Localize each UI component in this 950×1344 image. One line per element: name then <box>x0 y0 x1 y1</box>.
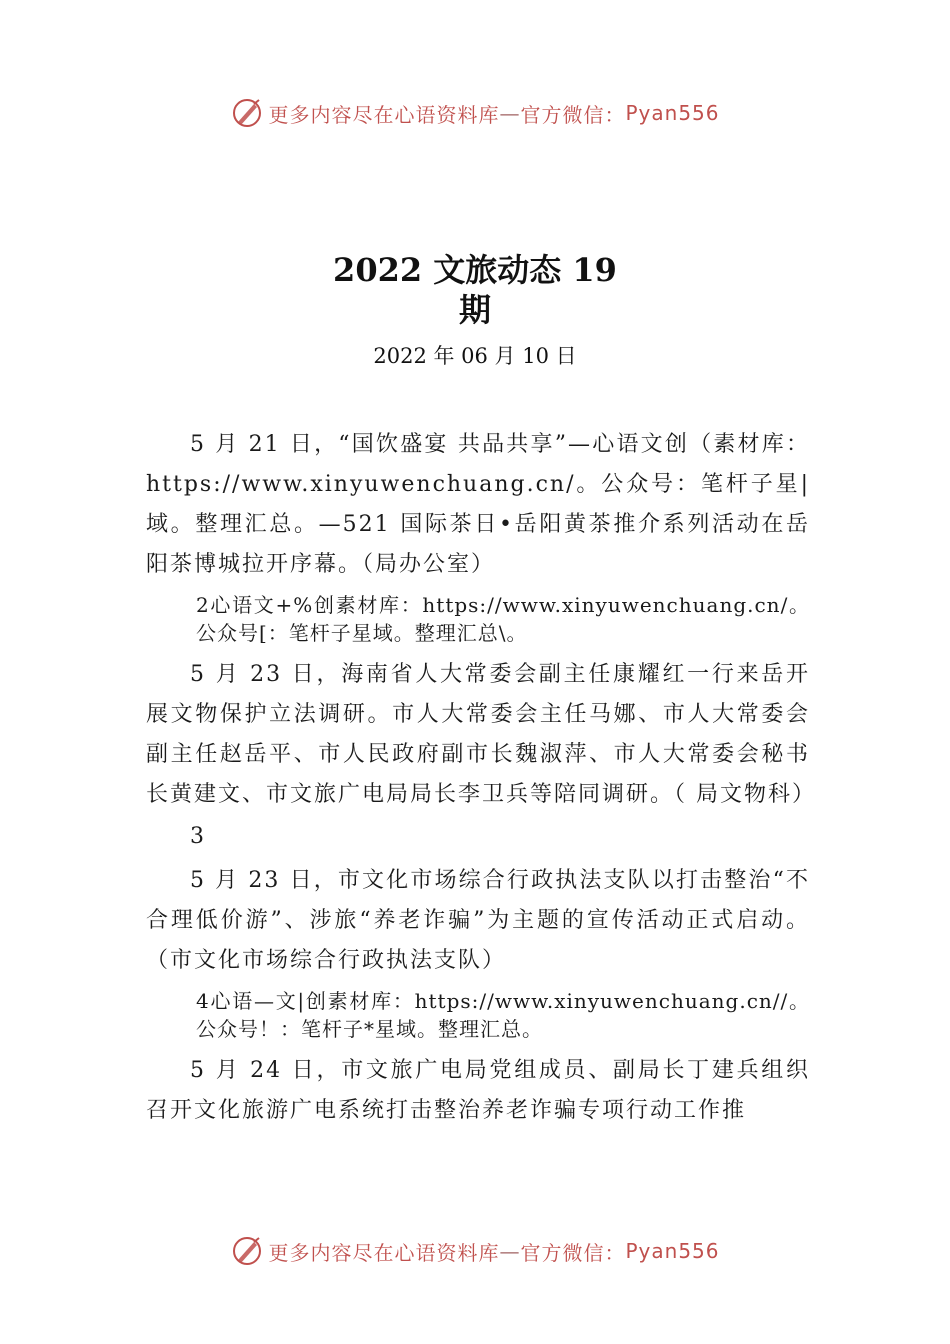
paragraph-2: 5 月 23 日，海南省人大常委会副主任康耀红一行来岳开展文物保护立法调研。市人大常委会主任马娜、市人大常委会副主任赵岳平、市人民政府副市长魏淑萍、市人大常委会秘书长黄建文、市文旅广电局局长李卫兵等陪同调研。（ 局文物科） <box>146 662 816 807</box>
watermark-brand: 更多内容尽在心语资料库 <box>268 102 500 127</box>
paragraph-4: 5 月 24 日，市文旅广电局党组成员、副局长丁建兵组织召开文化旅游广电系统打击整治养老诈骗专项行动工作推 <box>146 1058 810 1123</box>
watermark-wechat-label: 官方微信： <box>520 1240 626 1265</box>
pen-logo-icon <box>230 96 264 130</box>
document-title <box>0 250 950 330</box>
watermark-footer <box>0 1234 950 1268</box>
watermark-separator: — <box>499 101 521 125</box>
watermark-handle: Pyan556 <box>625 1239 720 1263</box>
paragraph-number-3: 3 <box>190 824 206 849</box>
document-date: 2022 年 06 月 10 日 <box>373 344 577 368</box>
pen-logo-icon <box>230 1234 264 1268</box>
title-line-2: 期 <box>458 291 491 329</box>
watermark-brand: 更多内容尽在心语资料库 <box>268 1240 500 1265</box>
paragraph-3: 5 月 23 日，市文化市场综合行政执法支队以打击整治“不合理低价游”、涉旅“养老诈骗”为主题的宣传活动正式启动。（市文化市场综合行政执法支队） <box>146 868 810 973</box>
watermark-wechat-label: 官方微信： <box>520 102 626 127</box>
paragraph-1: 5 月 21 日，“国饮盛宴 共品共享”—心语文创（素材库：https://www.xinyuwenchuang.cn/。公众号：笔杆子星|域。整理汇总。—521 国际茶日•岳阳黄茶推介系列活动在岳阳茶博城拉开序幕。（局办公室） <box>146 432 810 577</box>
watermark-note-2: 2心语文+%创素材库：https://www.xinyuwenchuang.cn/。公众号[：笔杆子星域。整理汇总\。 <box>196 593 810 645</box>
watermark-note-4: 4心语—文|创素材库：https://www.xinyuwenchuang.cn//。公众号！：笔杆子*星域。整理汇总。 <box>196 989 810 1041</box>
title-line-1: 2022 文旅动态 19 <box>333 251 617 289</box>
watermark-header <box>0 96 950 130</box>
watermark-separator: — <box>499 1239 521 1263</box>
watermark-handle: Pyan556 <box>625 101 720 125</box>
document-body <box>146 425 816 1131</box>
